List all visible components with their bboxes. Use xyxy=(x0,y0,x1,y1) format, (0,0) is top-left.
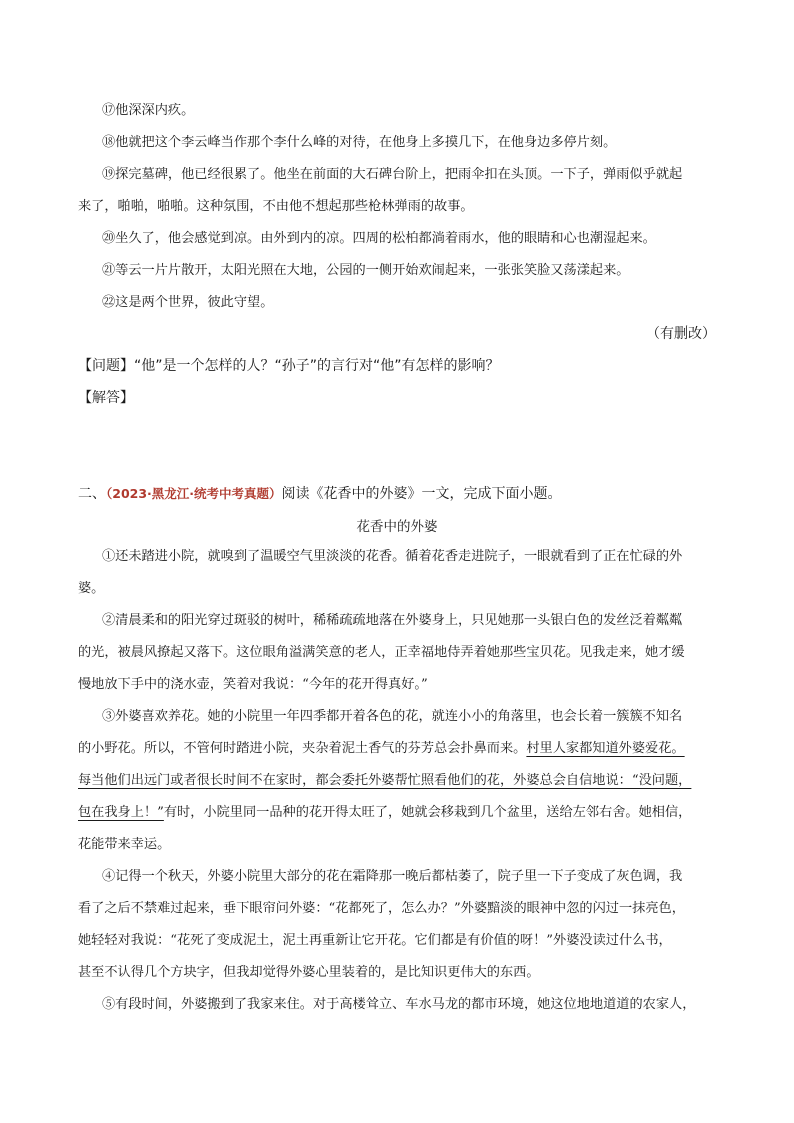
underlined-sentence-middle: 每当他们出远门或者很长时间不在家时，都会委托外婆帮忙照看他们的花，外婆总会自信地说：“没问题， xyxy=(78,773,692,788)
section-number: 二、 xyxy=(78,486,106,502)
paragraph-19-line-2: 来了，啪啪，啪啪。这种氛围，不由他不想起那些枪林弹雨的故事。 xyxy=(78,199,474,214)
article-p3-line-4 xyxy=(78,803,691,823)
article-p3-plain: 的小野花。所以，不管何时踏进小院，夹杂着泥土香气的芬芳总会扑鼻而来。 xyxy=(78,741,527,756)
article-p3-rest: 有时，小院里同一品种的花开得太旺了，她就会移栽到几个盆里，送给左邻右舍。她相信， xyxy=(163,805,692,820)
article-p4-line-4: 甚至不认得几个方块字，但我却觉得外婆心里装着的，是比知识更伟大的东西。 xyxy=(78,965,540,980)
paragraph-18: ⑱他就把这个李云峰当作那个李什么峰的对待，在他身上多摸几下，在他身边多停片刻。 xyxy=(102,135,617,150)
paragraph-21: ㉑等云一片片散开，太阳光照在大地，公园的一侧开始欢闹起来，一张张笑脸又荡漾起来。 xyxy=(102,263,630,278)
article-p2-line-3: 慢地放下手中的浇水壶，笑着对我说：“今年的花开得真好。” xyxy=(78,677,428,692)
underlined-sentence-end: 包在我身上！” xyxy=(78,805,164,820)
article-p4-line-1: ④记得一个秋天，外婆小院里大部分的花在霜降那一晚后都枯萎了，院子里一下子变成了灰色调，我 xyxy=(102,869,683,884)
paragraph-17: ⑰他深深内疚。 xyxy=(102,103,195,118)
article-p2-line-2: 的光，被晨风撩起又落下。这位眼角溢满笑意的老人，正幸福地侍弄着她那些宝贝花。见我走来，她才缓 xyxy=(78,645,685,660)
underlined-sentence-start: 村里人家都知道外婆爱花。 xyxy=(526,741,685,756)
exam-source: （2023·黑龙江·统考中考真题） xyxy=(106,486,282,501)
article-p1-line-2: 婆。 xyxy=(78,581,105,596)
article-p1-line-1: ①还未踏进小院，就嗅到了温暖空气里淡淡的花香。循着花香走进院子，一眼就看到了正在忙碌的外 xyxy=(102,549,683,564)
paragraph-22: ㉒这是两个世界，彼此守望。 xyxy=(102,295,274,310)
paragraph-19-line-1: ⑲探完墓碑，他已经很累了。他坐在前面的大石碑台阶上，把雨伞扣在头顶。一下子，弹雨似乎就起 xyxy=(102,167,683,182)
article-p3-line-1: ③外婆喜欢养花。她的小院里一年四季都开着各色的花，就连小小的角落里，也会长着一簇簇不知名 xyxy=(102,709,683,724)
question-line xyxy=(78,356,500,376)
article-p2-line-1: ②清晨柔和的阳光穿过斑驳的树叶，稀稀疏疏地落在外婆身上，只见她那一头银白色的发丝泛着粼粼 xyxy=(102,613,683,628)
section-2-heading xyxy=(78,484,562,504)
article-p4-line-3: 她轻轻对我说：“花死了变成泥土，泥土再重新让它开花。它们都是有价值的呀！”外婆没读过什么书， xyxy=(78,933,672,948)
question-text: “他”是一个怎样的人？“孙子”的言行对“他”有怎样的影响？ xyxy=(134,358,500,374)
section-instruction: 阅读《花香中的外婆》一文，完成下面小题。 xyxy=(281,486,562,502)
paragraph-20: ⑳坐久了，他会感觉到凉。由外到内的凉。四周的松柏都淌着雨水，他的眼睛和心也潮湿起来。 xyxy=(102,231,656,246)
article-p3-line-2 xyxy=(78,739,685,759)
article-p5-line-1: ⑤有段时间，外婆搬到了我家来住。对于高楼耸立、车水马龙的都市环境，她这位地地道道的农家人， xyxy=(102,997,696,1012)
article-p3-line-5: 花能带来幸运。 xyxy=(78,837,171,852)
answer-label: 【解答】 xyxy=(78,390,134,406)
article-title: 花香中的外婆 xyxy=(356,519,438,535)
question-label: 【问题】 xyxy=(78,358,134,374)
revision-note: （有删改） xyxy=(646,326,716,342)
article-p4-line-2: 看了之后不禁难过起来，垂下眼帘问外婆：“花都死了，怎么办？”外婆黯淡的眼神中忽的闪过一抹亮色， xyxy=(78,901,685,916)
